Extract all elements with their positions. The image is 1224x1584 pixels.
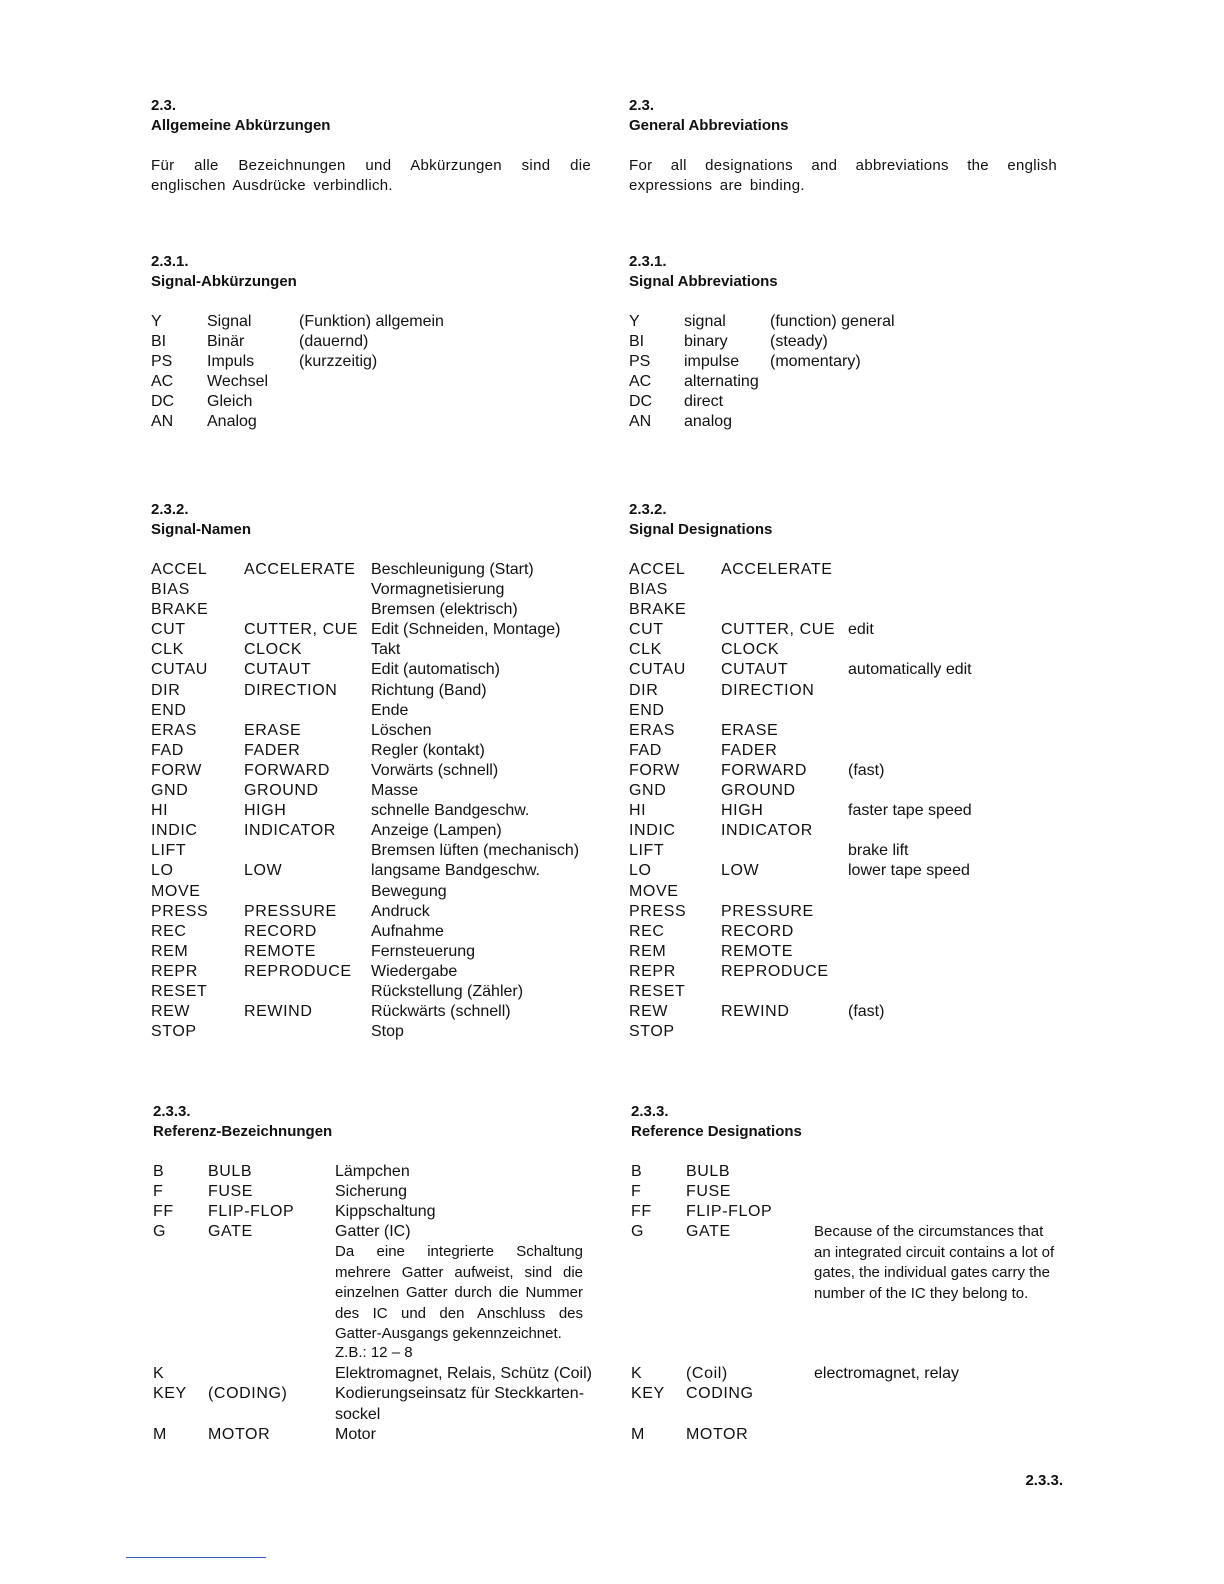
cell-abbr: BI [151, 333, 167, 351]
cell-desc: faster tape speed [848, 802, 972, 820]
cell-abbr: MOVE [151, 882, 201, 900]
cell-abbr: REC [151, 922, 187, 940]
section-number: 2.3.2. [151, 501, 189, 518]
cell-full: HIGH [721, 802, 764, 820]
cell-abbr: ERAS [629, 721, 675, 739]
reference-designation-list-2 [153, 1364, 593, 1444]
list-row [151, 882, 591, 902]
list-row [631, 1162, 1071, 1182]
cell-full: CUTTER, CUE [721, 621, 836, 639]
cell-full: GROUND [244, 782, 319, 800]
cell-full: LOW [244, 862, 283, 880]
cell-abbr: BIAS [151, 581, 190, 599]
list-row [151, 801, 591, 821]
cell-full: CLOCK [244, 641, 303, 659]
cell-full: ERASE [244, 721, 302, 739]
cell-desc: Bremsen (elektrisch) [371, 601, 518, 619]
section-number: 2.3.3. [631, 1103, 669, 1120]
cell-abbr: GND [151, 782, 189, 800]
cell-full: PRESSURE [721, 902, 814, 920]
cell-full: LOW [721, 862, 760, 880]
cell-desc: edit [848, 621, 874, 639]
cell-desc: electromagnet, relay [814, 1365, 959, 1383]
cell-desc: Fernsteuerung [371, 942, 476, 960]
cell-name: Signal [207, 313, 252, 330]
cell-abbr: CUT [151, 621, 186, 639]
list-row [629, 600, 1069, 620]
section-number: 2.3.1. [151, 253, 189, 270]
cell-desc: automatically edit [848, 661, 972, 679]
cell-abbr: G [631, 1223, 645, 1241]
cell-desc: Elektromagnet, Relais, Schütz (Coil) [335, 1365, 592, 1383]
list-row [629, 620, 1069, 640]
cell-full: REPRODUCE [721, 962, 829, 980]
list-row [151, 922, 591, 942]
section-title: Signal Abbreviations [629, 273, 778, 290]
list-row [631, 1364, 1071, 1384]
cell-abbr: REW [151, 1003, 191, 1021]
signal-abbreviation-list [151, 312, 591, 433]
list-row [151, 761, 591, 781]
cell-abbr: PS [151, 353, 173, 371]
cell-full: GATE [208, 1223, 253, 1241]
cell-abbr: REW [629, 1003, 669, 1021]
cell-name: signal [684, 313, 726, 330]
list-row [629, 312, 1069, 332]
cell-abbr: CUTAU [151, 661, 208, 679]
list-row [629, 640, 1069, 660]
section-2-3-2-en [629, 500, 1069, 1042]
list-row [151, 372, 591, 392]
cell-full: INDICATOR [721, 822, 813, 840]
signal-abbreviation-list [629, 312, 1069, 433]
cell-abbr: B [153, 1163, 165, 1180]
cell-note: (dauernd) [299, 333, 369, 351]
list-row [151, 841, 591, 861]
cell-desc: Edit (automatisch) [371, 661, 500, 679]
section-number: 2.3. [629, 97, 655, 114]
section-title: Reference Designations [631, 1123, 802, 1140]
list-row [151, 660, 591, 680]
section-number: 2.3. [151, 97, 177, 114]
list-row [629, 1002, 1069, 1022]
cell-desc: Beschleunigung (Start) [371, 561, 534, 578]
cell-abbr: HI [629, 802, 647, 820]
cell-full: FORWARD [721, 761, 807, 779]
cell-full: CLOCK [721, 641, 780, 659]
cell-note: (kurzzeitig) [299, 353, 378, 371]
cell-full: RECORD [721, 922, 794, 940]
list-row [151, 962, 591, 982]
cell-abbr: Y [629, 313, 640, 330]
cell-abbr: F [631, 1183, 642, 1201]
list-row [153, 1182, 593, 1202]
list-row [629, 392, 1069, 412]
cell-full: FADER [244, 741, 301, 759]
cell-abbr: END [151, 701, 187, 719]
cell-name: Impuls [207, 353, 255, 371]
cell-abbr: ERAS [151, 721, 197, 739]
cell-abbr: ACCEL [151, 561, 208, 578]
cell-abbr: DIR [151, 681, 181, 699]
cell-abbr: DIR [629, 681, 659, 699]
list-row [151, 1002, 591, 1022]
cell-full: CUTAUT [721, 661, 789, 679]
cell-full: (CODING) [208, 1385, 288, 1403]
list-row [153, 1384, 593, 1404]
cell-abbr: FF [631, 1203, 652, 1221]
cell-desc: Edit (Schneiden, Montage) [371, 621, 561, 639]
section-title: Signal Designations [629, 521, 773, 538]
list-row [151, 332, 591, 352]
list-row [631, 1425, 1071, 1445]
cell-abbr: REM [151, 942, 189, 960]
cell-desc: Bremsen lüften (mechanisch) [371, 842, 580, 860]
gate-note: Da eine integrierte Schaltung mehrere Gatter aufweist, sind die einzelnen Gatter durch die Nummer des IC und den Anschluss des Gatter-Ausgangs gekennzeichnet. [335, 1243, 583, 1343]
cell-abbr: AN [151, 413, 174, 431]
cell-abbr: MOVE [629, 882, 679, 900]
cell-desc: Ende [371, 701, 409, 719]
cell-full: GROUND [721, 782, 796, 800]
cell-name: impulse [684, 353, 740, 371]
list-row [151, 392, 591, 412]
cell-abbr: BI [629, 333, 645, 351]
section-number: 2.3.3. [153, 1103, 191, 1120]
cell-desc: Stop [371, 1023, 404, 1041]
gate-example: Z.B.: 12 – 8 [335, 1344, 413, 1362]
cell-full: REMOTE [244, 942, 317, 960]
list-row [629, 761, 1069, 781]
list-row [153, 1405, 593, 1425]
cell-desc: Masse [371, 782, 419, 800]
list-row [151, 681, 591, 701]
cell-desc: Wiedergabe [371, 962, 458, 980]
cell-abbr: END [629, 701, 665, 719]
cell-abbr: DC [629, 393, 653, 411]
cell-full: HIGH [244, 802, 287, 820]
list-row [629, 982, 1069, 1002]
cell-name: Analog [207, 413, 257, 431]
list-row [629, 721, 1069, 741]
cell-abbr: CLK [629, 641, 662, 659]
cell-name: Wechsel [207, 373, 269, 391]
list-row [151, 412, 591, 432]
cell-note: (Funktion) allgemein [299, 313, 444, 330]
cell-full: DIRECTION [244, 681, 338, 699]
cell-full: FUSE [686, 1183, 732, 1201]
cell-abbr: REPR [151, 962, 198, 980]
cell-abbr: K [153, 1365, 165, 1383]
cell-note: (momentary) [770, 353, 861, 371]
cell-name: alternating [684, 373, 759, 391]
list-row [151, 580, 591, 600]
section-2-3-3-de [153, 1102, 593, 1445]
cell-abbr: LIFT [629, 842, 665, 860]
cell-full: DIRECTION [721, 681, 815, 699]
list-row [629, 1022, 1069, 1042]
cell-full: REMOTE [721, 942, 794, 960]
cell-abbr: ACCEL [629, 561, 686, 578]
cell-abbr: DC [151, 393, 175, 411]
list-row [629, 660, 1069, 680]
list-row [631, 1405, 1071, 1425]
list-row [151, 861, 591, 881]
list-row [151, 312, 591, 332]
cell-abbr: PRESS [151, 902, 209, 920]
list-row [151, 741, 591, 761]
reference-designation-list-2 [631, 1364, 1071, 1444]
section-2-3-1-de [151, 252, 591, 433]
section-text: For all designations and abbreviations the english expressions are binding. [629, 157, 1057, 194]
cell-name: analog [684, 413, 733, 431]
cell-full: MOTOR [208, 1425, 271, 1443]
list-row [151, 640, 591, 660]
cell-abbr: M [153, 1425, 167, 1443]
cell-full: FUSE [208, 1183, 254, 1201]
cell-abbr: RESET [629, 982, 686, 1000]
list-row [629, 352, 1069, 372]
cell-abbr: BRAKE [629, 601, 687, 619]
cell-desc: Rückwärts (schnell) [371, 1003, 511, 1021]
cell-abbr: REPR [629, 962, 676, 980]
section-2-3-3-en [631, 1102, 1071, 1445]
list-row [151, 600, 591, 620]
cell-full: ERASE [721, 721, 779, 739]
cell-desc: Andruck [371, 902, 430, 920]
list-row [629, 841, 1069, 861]
cell-abbr: FAD [629, 741, 662, 759]
gate-note: Because of the circumstances that an integrated circuit contains a lot of gates, the individual gates carry the number of the IC they belong to. [814, 1223, 1055, 1302]
page-reference: 2.3.3. [1025, 1472, 1063, 1489]
list-row [629, 942, 1069, 962]
list-row [151, 821, 591, 841]
list-row [151, 902, 591, 922]
cell-abbr: FF [153, 1203, 174, 1221]
cell-full: ACCELERATE [244, 561, 356, 578]
cell-abbr: FORW [629, 761, 680, 779]
cell-abbr: BRAKE [151, 601, 209, 619]
section-title: Allgemeine Abkürzungen [151, 117, 331, 134]
signal-name-list [151, 560, 591, 1042]
cell-full: PRESSURE [244, 902, 337, 920]
cell-name: direct [684, 393, 724, 411]
cell-abbr: Y [151, 313, 162, 330]
list-row [151, 701, 591, 721]
cell-abbr: INDIC [151, 822, 198, 840]
footnote-divider [126, 1557, 266, 1558]
section-2-3-1-en [629, 252, 1069, 433]
cell-abbr: CUT [629, 621, 664, 639]
cell-desc: sockel [335, 1405, 381, 1423]
list-row [629, 332, 1069, 352]
cell-abbr: STOP [629, 1023, 675, 1041]
cell-desc: Regler (kontakt) [371, 741, 485, 759]
cell-abbr: PRESS [629, 902, 687, 920]
list-row [629, 701, 1069, 721]
list-row [151, 352, 591, 372]
cell-full: CUTAUT [244, 661, 312, 679]
cell-full: BULB [686, 1163, 731, 1180]
list-row [629, 902, 1069, 922]
cell-abbr: LO [629, 862, 652, 880]
cell-abbr: AC [151, 373, 174, 391]
cell-abbr: LO [151, 862, 174, 880]
section-text: Für alle Bezeichnungen und Abkürzungen sind die englischen Ausdrücke verbindlich. [151, 157, 591, 194]
list-row [631, 1384, 1071, 1404]
cell-full: MOTOR [686, 1425, 749, 1443]
cell-desc: Kippschaltung [335, 1203, 436, 1221]
cell-abbr: KEY [153, 1385, 187, 1403]
cell-full: FORWARD [244, 761, 330, 779]
list-row [629, 560, 1069, 580]
list-row [153, 1202, 593, 1222]
cell-desc: Motor [335, 1425, 376, 1443]
signal-designation-list [629, 560, 1069, 1042]
section-title: Signal-Namen [151, 521, 252, 538]
list-row [629, 412, 1069, 432]
section-title: General Abbreviations [629, 117, 789, 134]
cell-desc: Rückstellung (Zähler) [371, 982, 524, 1000]
cell-desc: (fast) [848, 1003, 885, 1021]
list-row [153, 1425, 593, 1445]
cell-full: REPRODUCE [244, 962, 352, 980]
gate-note-block [631, 1223, 1071, 1364]
cell-name: Binär [207, 333, 245, 351]
list-row [629, 681, 1069, 701]
cell-desc: Gatter (IC) [335, 1223, 411, 1241]
cell-note: (function) general [770, 313, 895, 330]
gate-note-block [153, 1242, 593, 1364]
cell-abbr: AN [629, 413, 652, 431]
list-row [629, 741, 1069, 761]
list-row [151, 560, 591, 580]
cell-full: BULB [208, 1163, 253, 1180]
list-row [151, 1022, 591, 1042]
cell-full: INDICATOR [244, 822, 336, 840]
cell-abbr: PS [629, 353, 651, 371]
cell-abbr: AC [629, 373, 652, 391]
cell-full: FLIP-FLOP [208, 1203, 295, 1221]
list-row [629, 962, 1069, 982]
cell-desc: Richtung (Band) [371, 681, 487, 699]
list-row [629, 801, 1069, 821]
section-title: Referenz-Bezeichnungen [153, 1123, 333, 1140]
cell-abbr: REM [629, 942, 667, 960]
cell-abbr: M [631, 1425, 645, 1443]
list-row [629, 372, 1069, 392]
list-row [631, 1182, 1071, 1202]
cell-abbr: F [153, 1183, 164, 1201]
cell-desc: Kodierungseinsatz für Steckkarten- [335, 1385, 585, 1403]
cell-desc: Sicherung [335, 1183, 408, 1201]
cell-full: REWIND [721, 1003, 790, 1021]
cell-desc: langsame Bandgeschw. [371, 862, 540, 880]
cell-desc: Bewegung [371, 882, 447, 900]
section-title: Signal-Abkürzungen [151, 273, 297, 290]
cell-full: ACCELERATE [721, 561, 833, 578]
cell-desc: Vormagnetisierung [371, 581, 505, 599]
list-row [151, 721, 591, 741]
cell-full: CODING [686, 1385, 754, 1403]
cell-full: FLIP-FLOP [686, 1203, 773, 1221]
list-row [629, 882, 1069, 902]
cell-abbr: LIFT [151, 842, 187, 860]
cell-abbr: GND [629, 782, 667, 800]
cell-name: Gleich [207, 393, 253, 411]
cell-desc: (fast) [848, 761, 885, 779]
cell-name: binary [684, 333, 728, 351]
cell-full: CUTTER, CUE [244, 621, 359, 639]
list-row [153, 1162, 593, 1182]
cell-full: FADER [721, 741, 778, 759]
cell-note: (steady) [770, 333, 828, 351]
list-row [629, 781, 1069, 801]
list-row [151, 942, 591, 962]
section-number: 2.3.2. [629, 501, 667, 518]
list-row [629, 821, 1069, 841]
cell-abbr: B [631, 1163, 643, 1180]
cell-abbr: CUTAU [629, 661, 686, 679]
cell-abbr: REC [629, 922, 665, 940]
list-row [153, 1222, 593, 1242]
list-row [629, 922, 1069, 942]
cell-abbr: RESET [151, 982, 208, 1000]
list-row [151, 982, 591, 1002]
cell-full: REWIND [244, 1003, 313, 1021]
section-2-3-en [629, 96, 1069, 196]
list-row [631, 1202, 1071, 1222]
section-number: 2.3.1. [629, 253, 667, 270]
cell-abbr: FAD [151, 741, 184, 759]
cell-full: (Coil) [686, 1365, 728, 1383]
cell-abbr: BIAS [629, 581, 668, 599]
cell-desc: Aufnahme [371, 922, 444, 940]
cell-full: GATE [686, 1223, 731, 1241]
list-row [151, 620, 591, 640]
list-row [153, 1364, 593, 1384]
cell-abbr: KEY [631, 1385, 665, 1403]
cell-abbr: CLK [151, 641, 184, 659]
list-row [151, 781, 591, 801]
cell-desc: Lämpchen [335, 1163, 410, 1180]
cell-abbr: K [631, 1365, 643, 1383]
list-row [629, 861, 1069, 881]
cell-desc: Takt [371, 641, 401, 659]
cell-abbr: STOP [151, 1023, 197, 1041]
cell-abbr: INDIC [629, 822, 676, 840]
section-2-3-2-de [151, 500, 591, 1042]
reference-designation-list [153, 1162, 593, 1242]
cell-abbr: HI [151, 802, 169, 820]
cell-abbr: G [153, 1223, 167, 1241]
cell-desc: lower tape speed [848, 862, 970, 880]
cell-full: RECORD [244, 922, 317, 940]
cell-desc: Vorwärts (schnell) [371, 761, 499, 779]
cell-desc: brake lift [848, 842, 909, 860]
cell-abbr: FORW [151, 761, 202, 779]
list-row [629, 580, 1069, 600]
cell-desc: Löschen [371, 721, 432, 739]
section-2-3-de [151, 96, 591, 196]
cell-desc: schnelle Bandgeschw. [371, 802, 530, 820]
cell-desc: Anzeige (Lampen) [371, 822, 502, 840]
